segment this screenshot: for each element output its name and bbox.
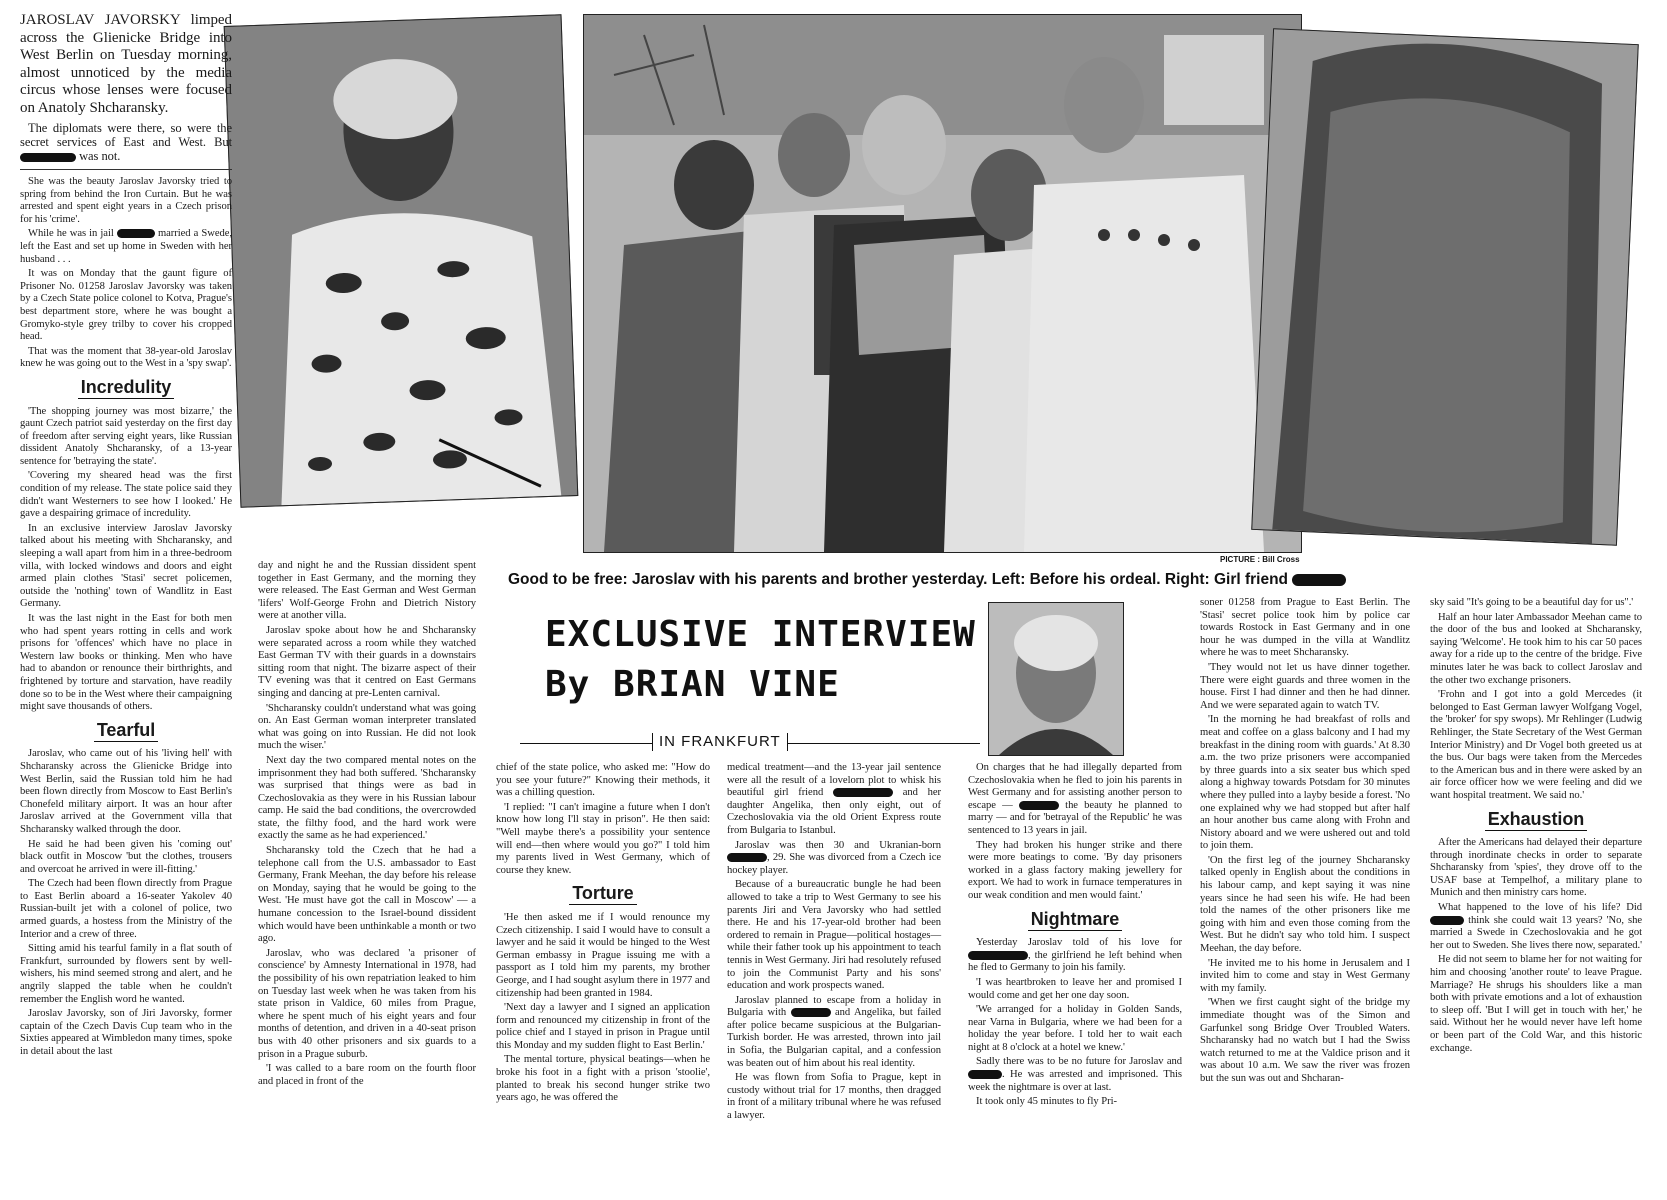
body-paragraph: 'I was heartbroken to leave her and promised I would come and get her one day soon. xyxy=(968,976,1182,1001)
subhead-exhaustion: Exhaustion xyxy=(1430,813,1642,826)
body-paragraph: Jaroslav, who came out of his 'living hell' with Shcharansky across the Glienicke Bridge into West Berlin, said the Russian told him he had been flown directly from Moscow to East Berlin's Chonefeld military airport. It was an hour after Jaroslav arrived at the Government villa that Shcharansky walked through the door. xyxy=(20,748,232,835)
redaction-mark xyxy=(117,229,155,238)
body-paragraph: Sitting amid his tearful family in a flat south of Frankfurt, surrounded by flowers sent by well-wishers, his mind seemed strong and alert, and he angrily slapped the table when he couldn't remember the English word he wanted. xyxy=(20,943,232,1005)
redaction-mark xyxy=(20,153,76,162)
body-paragraph: 'They would not let us have dinner together. There were eight guards and three women in the house. First I had dinner and then he had dinner. And we were separated again to watch TV. xyxy=(1200,661,1410,711)
body-paragraph: day and night he and the Russian dissident spent together in East Germany, and the morning they were released. The East German and West German 'lifers' Wolf-George Frohn and Dietrich Nistory were at another villa. xyxy=(258,560,476,622)
column-1 xyxy=(20,12,232,1192)
divider xyxy=(20,169,232,170)
body-paragraph: The Czech had been flown directly from Prague to East Berlin aboard a 16-seater Yakolev 40 Russian-built jet with a colonel of police, two armed guards, a hostess from the Ministry of the Interior and a crew of three. xyxy=(20,878,232,940)
body-paragraph: 'Covering my sheared head was the first condition of my release. The state police said they didn't want Westerners to see how I looked.' He gave a despairing grimace of incredulity. xyxy=(20,470,232,520)
body-paragraph: He did not seem to blame her for not waiting for him and choosing 'another route' to leave Prague. Marriage? He shrugs his shoulders like a man both with private emotions and a lot of exhaustion to sleep off. 'But I will get in touch with her,' he said. Without her he would never have left home or been part of the Cold War, and this historic exchange. xyxy=(1430,954,1642,1054)
body-paragraph: 'Shcharansky couldn't understand what was going on. An East German woman interpreter translated what was going on into Russian. He did not look much the wiser.' xyxy=(258,702,476,752)
redaction-mark xyxy=(1430,916,1464,925)
column-7 xyxy=(1430,597,1642,1190)
body-paragraph: He was flown from Sofia to Prague, kept in custody without trial for 17 months, then dragged in front of a military tribunal where he was refused a lawyer. xyxy=(727,1072,941,1122)
body-paragraph: Jaroslav spoke about how he and Shcharansky were separated across a room while they watched East German TV with their guards in a downstairs sitting room that night. The bizarre aspect of their TV evening was that it centred on East Germans singing and dancing at pre-Lenten carnival. xyxy=(258,624,476,699)
photo-credit: PICTURE : Bill Cross xyxy=(1220,555,1300,564)
headline xyxy=(545,614,976,706)
redaction-mark xyxy=(727,853,767,862)
body-paragraph: 'Next day a lawyer and I signed an application form and renounced my citizenship in front of the police chief and I stayed in prison in Prague until this Monday and my sudden flight to East Berlin.' xyxy=(496,1002,710,1051)
photo-right-girlfriend xyxy=(1251,28,1639,545)
body-paragraph: 'In the morning he had breakfast of rolls and meat and coffee on a glass balcony and I had my breakfast in the dining room with guards.' At 8.30 a.m. the two prize prisoners were accompanied by three guards into a six seater bus which sped along a highway towards Potsdam for 30 minutes where they pulled into a layby beside a forest. 'No one explained why we had stopped but after half an hour another bus came along with Frohn and Nistory aboard and we were ushered out and told to join them. xyxy=(1200,714,1410,852)
body-paragraph: It was the last night in the East for both men who had spent years rotting in cells and work prisons for 'offences' which have no place in Western law books or thinking. Men who have had to abandon or renounce their birthrights, and frightened by torture and starvation, have readily done so to be in the West where their campaigning might save thousands of others. xyxy=(20,613,232,713)
photo-right-image xyxy=(1252,29,1637,544)
body-paragraph: That was the moment that 38-year-old Jaroslav knew he was going out to the West in a 'spy swap'. xyxy=(20,345,232,370)
body-paragraph: 'He invited me to his home in Jerusalem and I invited him to come and stay in West Germany with my family. xyxy=(1200,957,1410,994)
lead-paragraph xyxy=(20,12,232,117)
secret-services-paragraph xyxy=(20,121,232,163)
body-paragraph: It took only 45 minutes to fly Pri- xyxy=(976,1096,1117,1108)
photo-caption xyxy=(508,571,1628,589)
body-paragraph: It was on Monday that the gaunt figure of Prisoner No. 01258 Jaroslav Javorsky was taken by a Czech State police colonel to Kotva, Prague's best department store, where he was bought a Gromyko-style grey trilby to cover his cropped head. xyxy=(20,268,232,343)
lead-text: JAROSLAV JAVORSKY limped across the Glienicke Bridge into West Berlin on Tuesday morning, almost unnoticed by the media circus whose lenses were focused on Anatoly Shcharansky. xyxy=(20,12,232,116)
body-paragraph: She was the beauty Jaroslav Javorsky tried to spring from behind the Iron Curtain. But he was arrested and spent eight years in a Czech prison for his 'crime'. xyxy=(20,176,232,225)
body-paragraph: Sadly there was to be no future for Jaroslav and . He was arrested and imprisoned. This week the nightmare is over at last. xyxy=(968,1056,1182,1093)
body-paragraph: While he was in jail married a Swede, left the East and set up home in Sweden with her husband . . . xyxy=(20,228,232,265)
column-5 xyxy=(968,762,1182,1190)
photo-center-family-group xyxy=(583,14,1302,553)
body-paragraph: Jaroslav was then 30 and Ukranian-born , 29. She was divorced from a Czech ice hockey player. xyxy=(727,839,941,876)
caption-text: Good to be free: Jaroslav with his parents and brother yesterday. Left: Before his ordeal. Right: Girl friend xyxy=(508,571,1289,588)
redaction-mark xyxy=(968,951,1028,960)
body-paragraph: They had broken his hunger strike and there were more beatings to come. 'By day prisoners worked in a glass factory making jewellery for export. We had to work in furnace temperatures in our weak condition and men would faint.' xyxy=(968,839,1182,901)
body-paragraph: 'I replied: "I can't imagine a future when I don't know how long I'll stay in prison". He then said: "Well maybe there's a possibility your sentence will end—then where would you go?" I told him my parents lived in West Germany, which of course they knew. xyxy=(496,801,710,876)
kicker-text: IN FRANKFURT xyxy=(659,733,781,750)
body-paragraph: soner 01258 from Prague to East Berlin. The 'Stasi' secret police took him by police car towards Rostock in East Germany and in one hour he was dumped in the villa at Wandlitz where he was to meet Shcharansky. xyxy=(1200,597,1410,659)
body-paragraph: 'He then asked me if I would renounce my Czech citizenship. I said I would have to consult a lawyer and he said it would be hinged to the West German embassy in Prague issuing me with a passport as I told him my parents, my brother George, and I had sought asylum there in 1977 and citizenship had been granted in 1984. xyxy=(496,911,710,999)
body-paragraph: 'We arranged for a holiday in Golden Sands, near Varna in Bulgaria, where we had been for a holiday the year before. I told her to wait each night at 8 o'clock at a hotel we knew.' xyxy=(968,1004,1182,1053)
body-paragraph: In an exclusive interview Jaroslav Javorsky talked about his meeting with Shcharansky, and sleeping a wall apart from him in a three-bedroom villa, with locked windows and doors and eight armed plain clothes 'Stasi' secret policemen, outside the 'nothing' town of Wandlitz in East Germany. xyxy=(20,522,232,610)
body-paragraph: 'On the first leg of the journey Shcharansky talked openly in English about the conditions in his labour camp, and kept saying it was nine years since he had seen his wife. He had been told the names of the other prisoners like me going with him and even those coming from the West. But he didn't say who told him. I suspect Meehan, the day before. xyxy=(1200,854,1410,955)
subhead-incredulity: Incredulity xyxy=(20,381,232,394)
body-paragraph: What happened to the love of his life? Did think she could wait 13 years? 'No, she married a Swede in Czechoslovakia and he got her out to Sweden. She lives there now, separated.' xyxy=(1430,902,1642,951)
body-paragraph: Half an hour later Ambassador Meehan came to the door of the bus and looked at Shcharansky, saying 'Welcome'. He took him to his car 50 paces away for a ride up to the centre of the bridge. Five minutes later he was back to collect Jaroslav and the other two exchange prisoners. xyxy=(1430,611,1642,686)
column-3 xyxy=(496,762,710,1190)
subhead-nightmare: Nightmare xyxy=(968,913,1182,926)
body-paragraph: Jaroslav planned to escape from a holiday in Bulgaria with and Angelika, but failed after police became suspicious at the Bulgarian-Turkish border. He was arrested, thrown into jail in Sofia, the Bulgarian capital, and a confession was beaten out of him about his real identity. xyxy=(727,994,941,1069)
byline-photo xyxy=(988,602,1124,756)
photo-left-image xyxy=(225,15,578,506)
body-paragraph: He said he had been given his 'coming out' black outfit in Moscow 'but the clothes, trousers and overcoat he arrived in were ill-fitting.' xyxy=(20,838,232,875)
body-paragraph: The mental torture, physical beatings—when he broke his foot in a fight with a prison 'stoolie', planted to break his second hunger strike two years ago, he was offered the xyxy=(496,1054,710,1104)
secret-services-text-end: was not. xyxy=(79,149,121,163)
headline-line-2: By BRIAN VINE xyxy=(545,664,840,705)
secret-services-text: The diplomats were there, so were the secret services of East and West. But xyxy=(20,121,232,149)
body-paragraph: chief of the state police, who asked me: "How do you see your future?" Knowing their methods, it was a chilling question. xyxy=(496,762,710,799)
body-paragraph: sky said "It's going to be a beautiful day for us".' xyxy=(1430,597,1634,608)
body-paragraph: On charges that he had illegally departed from Czechoslovakia when he fled to join his parents in West Germany and for assisting another person to escape — the beauty he planned to marry — and for 'betrayal of the Republic' he was sentenced to 13 years in jail. xyxy=(968,762,1183,836)
redaction-mark xyxy=(833,788,893,797)
body-paragraph: Yesterday Jaroslav told of his love for , the girlfriend he left behind when he fled to Germany to join his family. xyxy=(968,937,1182,974)
headline-line-1: EXCLUSIVE INTERVIEW xyxy=(545,614,976,655)
body-paragraph: 'I was called to a bare room on the fourth floor and placed in front of the xyxy=(258,1063,476,1087)
body-paragraph: Jaroslav Javorsky, son of Jiri Javorsky, former captain of the Czech Davis Cup team who in the Sixties appeared at Wimbledon many times, spoke in detail about the last xyxy=(20,1008,232,1057)
photo-left-before-ordeal xyxy=(224,14,579,508)
subhead-tearful: Tearful xyxy=(20,724,232,737)
body-paragraph: 'When we first caught sight of the bridge my immediate thought was of the Simon and Garfunkel song Bridge Over Troubled Waters. Shcharansky had no watch but I had the Swiss watch returned to me at the Valdice prison and it was about 10 a.m. We saw the river was frozen but the sun was out and Shcharan- xyxy=(1200,997,1410,1084)
redaction-mark xyxy=(791,1008,831,1017)
body-paragraph: Because of a bureaucratic bungle he had been allowed to take a trip to West Germany to see his parents Jiri and Vera Javorsky who had settled there. He and his 17-year-old brother had been ordered to remain in Prague—political hostages—while their father took up his appointment to teach tennis in West Germany. Jiri had resolutely refused to join the Communist Party and his sons' education and work prospects waned. xyxy=(727,879,941,992)
kicker-box xyxy=(652,733,788,751)
body-paragraph: Next day the two compared mental notes on the imprisonment they had both suffered. 'Shcharansky was surprised that things were as bad in Czechoslovakia as they were in his Russian labour camp. He said the bad conditions, the overcrowded state, the filthy food, and the hard work were exactly the same as he had experienced.' xyxy=(258,754,476,842)
redaction-mark xyxy=(1292,574,1346,586)
byline-photo-image xyxy=(989,603,1123,755)
redaction-mark xyxy=(1019,801,1059,810)
body-paragraph: Shcharansky told the Czech that he had a telephone call from the U.S. ambassador to East Germany, Frank Meehan, the day before his release on Monday, saying that he would be going to the West. 'He must have got the call in Moscow' — a humane concession to the Israel-bound dissident which would have been unthinkable a month or two ago. xyxy=(258,845,476,945)
column-6 xyxy=(1200,597,1410,1190)
body-paragraph: After the Americans had delayed their departure through inordinate checks in order to separate Shcharansky from 'spies', they drove off to the USAF base at Tempelhof, a military plane to Munich and then ministry cars home. xyxy=(1430,837,1642,899)
column-2 xyxy=(258,560,476,1190)
column-4 xyxy=(727,762,941,1190)
body-paragraph: medical treatment—and the 13-year jail sentence were all the result of a lovelorn plot to whisk his beautiful girl friend and her daughter Angelika, then only eight, out of Czechoslovakia via the old Orient Express route from Bulgaria to Istanbul. xyxy=(727,762,941,836)
photo-center-image xyxy=(584,15,1301,552)
body-paragraph: 'The shopping journey was most bizarre,' the gaunt Czech patriot said yesterday on the first day of freedom after serving eight years, like Russian dissident Anatoly Shcharansky, of a 13-year sentence for 'betraying the state'. xyxy=(20,405,232,467)
redaction-mark xyxy=(968,1070,1002,1079)
body-paragraph: 'Frohn and I got into a gold Mercedes (it belonged to East German lawyer Wolfgang Vogel, the 'broker' for spy swops). Mr Rehlinger (Ludwig Rehlinger, the State Secretary of the West German Interior Ministry) and Dr Vogel both greeted us at the bus. Our bags were taken from the Mercedes to the American bus and in there were asked by an air force officer how we were feeling and did we want hospital treatment. We said no.' xyxy=(1430,689,1642,801)
body-paragraph: Jaroslav, who was declared 'a prisoner of conscience' by Amnesty International in 1978, had the possibility of his own repatriation leaked to him on Tuesday last week when he was taken from his state prison in Valdice, 60 miles from Prague, where he spent much of his eight years and four months of detention, and driven in a 40-seat prison bus with 40 other prisoners and six guards to a prison in a Prague suburb. xyxy=(258,947,476,1060)
subhead-torture: Torture xyxy=(496,887,710,900)
